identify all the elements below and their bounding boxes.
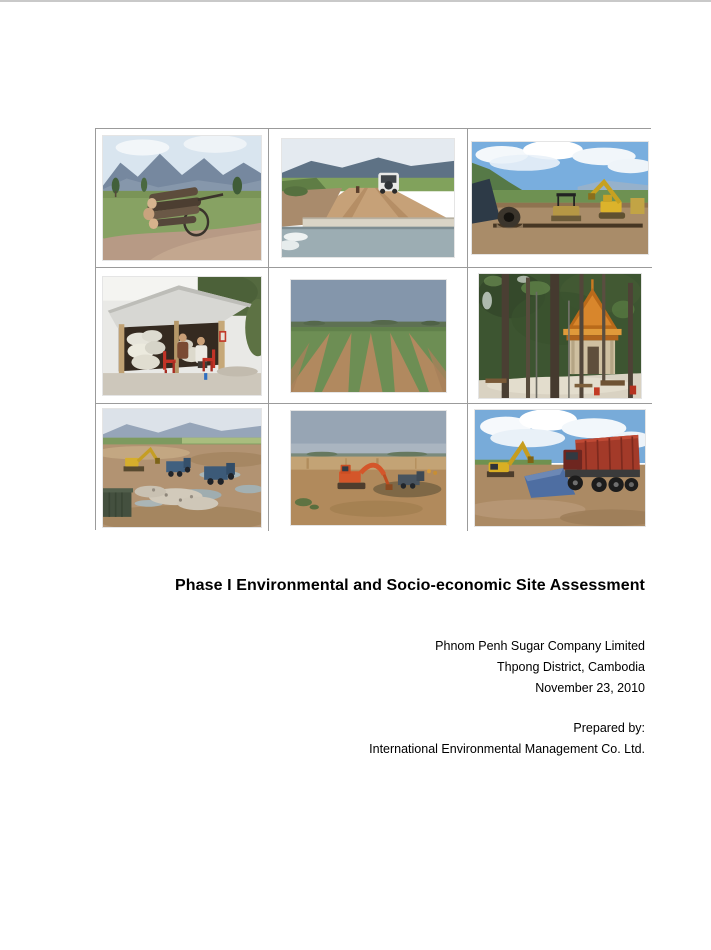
log-cart-photo <box>103 136 261 260</box>
photo-cell <box>269 404 468 531</box>
photo-cell <box>468 268 652 404</box>
cover-photo-grid <box>95 128 651 530</box>
photo-cell <box>468 129 652 268</box>
company-name: Phnom Penh Sugar Company Limited <box>435 639 645 653</box>
dump-truck-photo <box>475 410 645 526</box>
report-details-block <box>60 636 645 760</box>
prepared-by-label: Prepared by: <box>573 721 645 735</box>
photo-cell <box>468 404 652 531</box>
sugarcane-field-photo <box>291 280 446 392</box>
village-stall-photo <box>103 277 261 395</box>
orange-excavator-photo <box>291 411 446 525</box>
road-ford-photo <box>282 139 454 257</box>
photo-cell <box>96 268 269 404</box>
photo-cell <box>269 129 468 268</box>
photo-cell <box>269 268 468 404</box>
date-line: November 23, 2010 <box>535 681 645 695</box>
report-title: Phase I Environmental and Socio-economic Site Assessment <box>174 577 645 594</box>
pagoda-photo <box>479 274 641 398</box>
earthworks-trucks-photo <box>103 409 261 527</box>
machinery-pad-photo <box>472 142 648 254</box>
location-line: Thpong District, Cambodia <box>497 660 645 674</box>
page-top-edge-line <box>0 0 711 2</box>
photo-cell <box>96 129 269 268</box>
prepared-by-value: International Environmental Management Co. Ltd. <box>369 742 645 756</box>
photo-cell <box>96 404 269 531</box>
